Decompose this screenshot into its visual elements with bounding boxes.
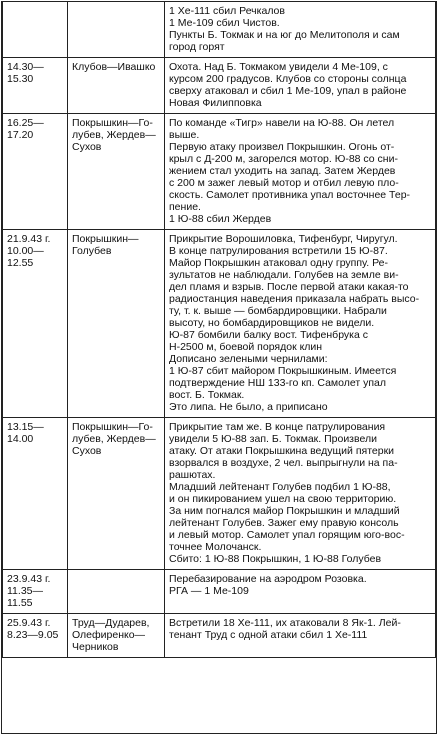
description-line: По команде «Тигр» навели на Ю-88. Он летел xyxy=(169,117,395,129)
description-line: Перебазирование на аэродром Розовка. xyxy=(169,573,367,585)
table-row xyxy=(3,2,436,58)
combat-log-table xyxy=(2,2,436,658)
description-line: высоту, но бомбардировщиков не видели. xyxy=(169,317,375,329)
description-line: лейтенант Голубев. Зажег ему правую консоль xyxy=(169,517,399,529)
description-line: 1 Ме-109 сбил Чистов. xyxy=(169,17,280,29)
crew-cell: Покрышкин— Голубев xyxy=(68,230,165,418)
description-line: и он пикированием ушел на свою территорию. xyxy=(169,493,397,505)
description-line: Н-2500 м, боевой порядок клин xyxy=(169,341,323,353)
description-line: скость. Самолет противника упал восточнее Тер- xyxy=(169,189,411,201)
description-line: Майор Покрышкин атаковал одну группу. Ре- xyxy=(169,257,388,269)
description-line: Новая Филипповка xyxy=(169,97,262,109)
time-cell: 21.9.43 г. 10.00— 12.55 xyxy=(3,230,68,418)
table-row xyxy=(3,230,436,418)
description-line: жением стал уходить на запад. Затем Жердев xyxy=(169,165,396,177)
crew-cell: Покрышкин—Го- лубев, Жердев— Сухов xyxy=(68,114,165,230)
description-line: крыл с Д-200 м, загорелся мотор. Ю-88 со сни- xyxy=(169,153,398,165)
description-line: Первую атаку произвел Покрышкин. Огонь от- xyxy=(169,141,395,153)
description-line: увидели 5 Ю-88 зап. Б. Токмак. Произвели xyxy=(169,433,377,445)
description-cell xyxy=(165,58,436,114)
time-cell: 14.30— 15.30 xyxy=(3,58,68,114)
crew-cell xyxy=(68,570,165,614)
description-cell xyxy=(165,418,436,570)
description-line: пение. xyxy=(169,201,201,213)
description-line: вост. Б. Токмак. xyxy=(169,389,245,401)
description-line: взорвался в воздухе, 2 чел. выпрыгнули на па- xyxy=(169,457,398,469)
table-row xyxy=(3,614,436,658)
time-cell: 16.25— 17.20 xyxy=(3,114,68,230)
table-row xyxy=(3,418,436,570)
time-cell: 25.9.43 г. 8.23—9.05 xyxy=(3,614,68,658)
crew-cell xyxy=(68,2,165,58)
description-line: Младший лейтенант Голубев подбил 1 Ю-88, xyxy=(169,481,391,493)
description-line: и левый мотор. Самолет упал горящим юго-вос- xyxy=(169,529,405,541)
description-line: Сбито: 1 Ю-88 Покрышкин, 1 Ю-88 Голубев xyxy=(169,553,382,565)
description-line: 1 Хе-111 сбил Речкалов xyxy=(169,5,285,17)
description-cell xyxy=(165,2,436,58)
description-line: Прикрытие Ворошиловка, Тифенбург, Чиругул. xyxy=(169,233,398,245)
description-line: выше. xyxy=(169,129,200,141)
table-row xyxy=(3,570,436,614)
description-line: Охота. Над Б. Токмаком увидели 4 Ме-109, с xyxy=(169,61,388,73)
description-line: радиостанция наведения приказала набрать высо- xyxy=(169,293,420,305)
description-line: РГА — 1 Ме-109 xyxy=(169,585,249,597)
description-line: Это липа. Не было, а приписано xyxy=(169,401,328,413)
description-line: город горят xyxy=(169,41,225,53)
description-line: дел пламя и взрыв. После первой атаки какая-то xyxy=(169,281,409,293)
time-cell: 13.15— 14.00 xyxy=(3,418,68,570)
description-line: 1 Ю-87 сбит майором Покрышкиным. Имеется xyxy=(169,365,397,377)
description-cell xyxy=(165,614,436,658)
combat-log-body xyxy=(3,2,436,658)
description-line: точнее Молочанск. xyxy=(169,541,262,553)
crew-cell: Клубов—Ивашко xyxy=(68,58,165,114)
description-line: с 200 м зажег левый мотор и отбил левую пло- xyxy=(169,177,399,189)
crew-cell: Труд—Дударев, Олефиренко— Черников xyxy=(68,614,165,658)
log-page xyxy=(1,1,437,734)
description-line: Прикрытие там же. В конце патрулирования xyxy=(169,421,386,433)
description-line: Ю-87 бомбили балку вост. Тифенбрука с xyxy=(169,329,369,341)
table-row xyxy=(3,58,436,114)
description-line: В конце патрулирования встретили 15 Ю-87. xyxy=(169,245,388,257)
description-cell xyxy=(165,114,436,230)
description-cell xyxy=(165,230,436,418)
time-cell xyxy=(3,2,68,58)
description-line: курсом 200 градусов. Клубов со стороны солнца xyxy=(169,73,407,85)
description-line: подтверждение НШ 133-го кп. Самолет упал xyxy=(169,377,387,389)
description-line: сверху атаковал и сбил 1 Ме-109, упал в районе xyxy=(169,85,407,97)
description-line: Пункты Б. Токмак и на юг до Мелитополя и сам xyxy=(169,29,400,41)
description-line: зультатов не наблюдали. Голубев на земле ви- xyxy=(169,269,399,281)
description-line: атаку. От атаки Покрышкина ведущий пятерки xyxy=(169,445,395,457)
description-line: тенант Труд с одной атаки сбил 1 Хе-111 xyxy=(169,629,368,641)
description-line: За ним погнался майор Покрышкин и младший xyxy=(169,505,400,517)
description-line: рашютах. xyxy=(169,469,216,481)
description-line: Дописано зелеными чернилами: xyxy=(169,353,328,365)
description-line: Встретили 18 Хе-111, их атаковали 8 Як-1. Лей- xyxy=(169,617,401,629)
description-cell xyxy=(165,570,436,614)
description-line: ту, т. к. выше — бомбардировщики. Набрали xyxy=(169,305,387,317)
table-row xyxy=(3,114,436,230)
crew-cell: Покрышкин—Го- лубев, Жердев— Сухов xyxy=(68,418,165,570)
time-cell: 23.9.43 г. 11.35— 11.55 xyxy=(3,570,68,614)
description-line: 1 Ю-88 сбил Жердев xyxy=(169,213,272,225)
